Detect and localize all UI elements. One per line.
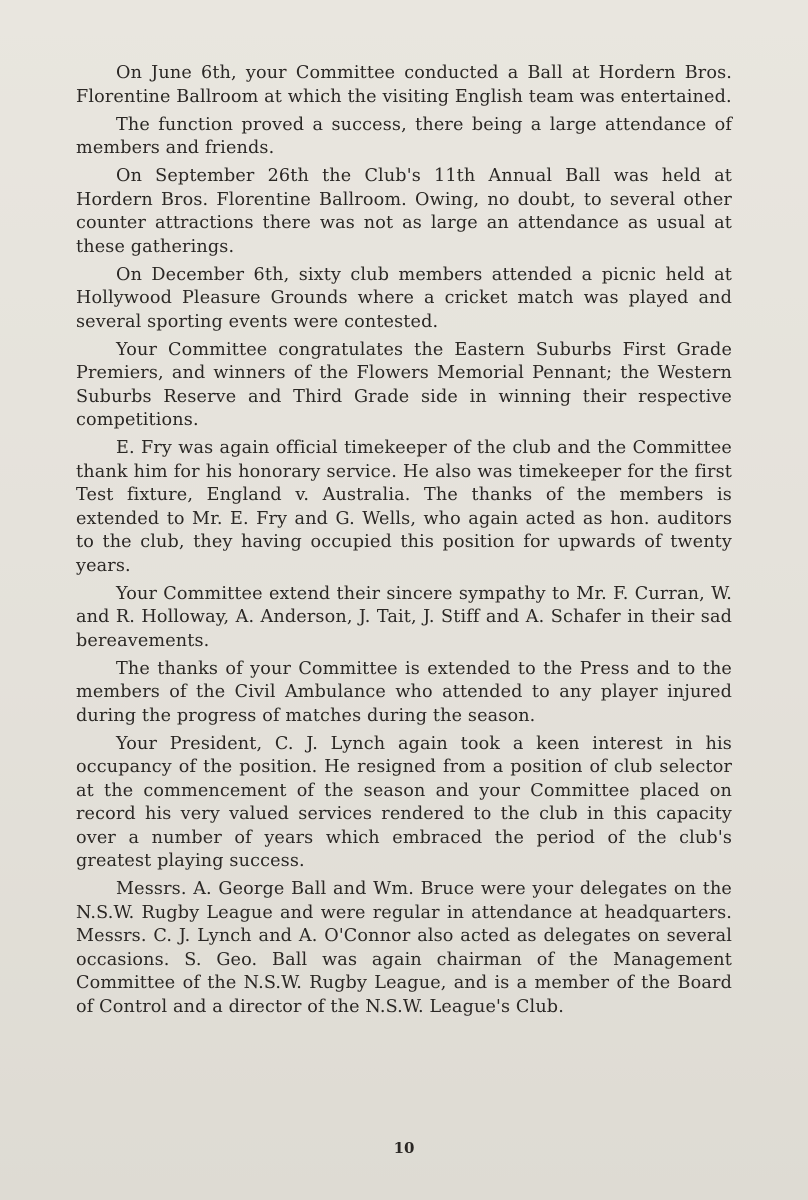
body-text	[76, 62, 732, 1024]
page-number: 10	[393, 1139, 415, 1157]
paragraph-president: Your President, C. J. Lynch again took a keen interest in his occupancy of the position. He resigned from a position of club selector at the commencement of the season and your Committee placed on record his very valued services rendered to the club in this capacity over a number of years which embraced the period of the club's greatest playing success.	[76, 733, 732, 871]
paragraph-ball-june: On June 6th, your Committee conducted a Ball at Hordern Bros. Florentine Ballroom at which the visiting English team was entertained.	[76, 63, 732, 107]
paragraph-timekeeper: E. Fry was again official timekeeper of the club and the Committee thank him for his honorary service. He also was timekeeper for the first Test fixture, England v. Australia. The thanks of the members is extended to Mr. E. Fry and G. Wells, who again acted as hon. auditors to the club, they having occupied this position for upwards of twenty years.	[76, 438, 732, 576]
paragraph-picnic: On December 6th, sixty club members attended a picnic held at Hollywood Pleasure Grounds where a cricket match was played and several sporting events were contested.	[76, 264, 732, 332]
paragraph-sympathy: Your Committee extend their sincere sympathy to Mr. F. Curran, W. and R. Holloway, A. Anderson, J. Tait, J. Stiff and A. Schafer in their sad bereavements.	[76, 583, 732, 651]
paragraph-congratulations: Your Committee congratulates the Eastern Suburbs First Grade Premiers, and winners of the Flowers Memorial Pennant; the Western Suburbs Reserve and Third Grade side in winning their respective competitions.	[76, 339, 732, 430]
paragraph-thanks-press: The thanks of your Committee is extended to the Press and to the members of the Civil Ambulance who attended to any player injured during the progress of matches during the season.	[76, 658, 732, 726]
paragraph-function-success: The function proved a success, there being a large attendance of members and friends.	[76, 114, 732, 158]
paragraph-annual-ball: On September 26th the Club's 11th Annual Ball was held at Hordern Bros. Florentine Ballroom. Owing, no doubt, to several other counter attractions there was not as large an attendance as usual at these gatherings.	[76, 166, 732, 257]
paragraph-delegates: Messrs. A. George Ball and Wm. Bruce were your delegates on the N.S.W. Rugby League and were regular in attendance at headquarters. Messrs. C. J. Lynch and A. O'Connor also acted as delegates on several occasions. S. Geo. Ball was again chairman of the Management Committee of the N.S.W. Rugby League, and is a member of the Board of Control and a director of the N.S.W. League's Club.	[76, 879, 732, 1017]
